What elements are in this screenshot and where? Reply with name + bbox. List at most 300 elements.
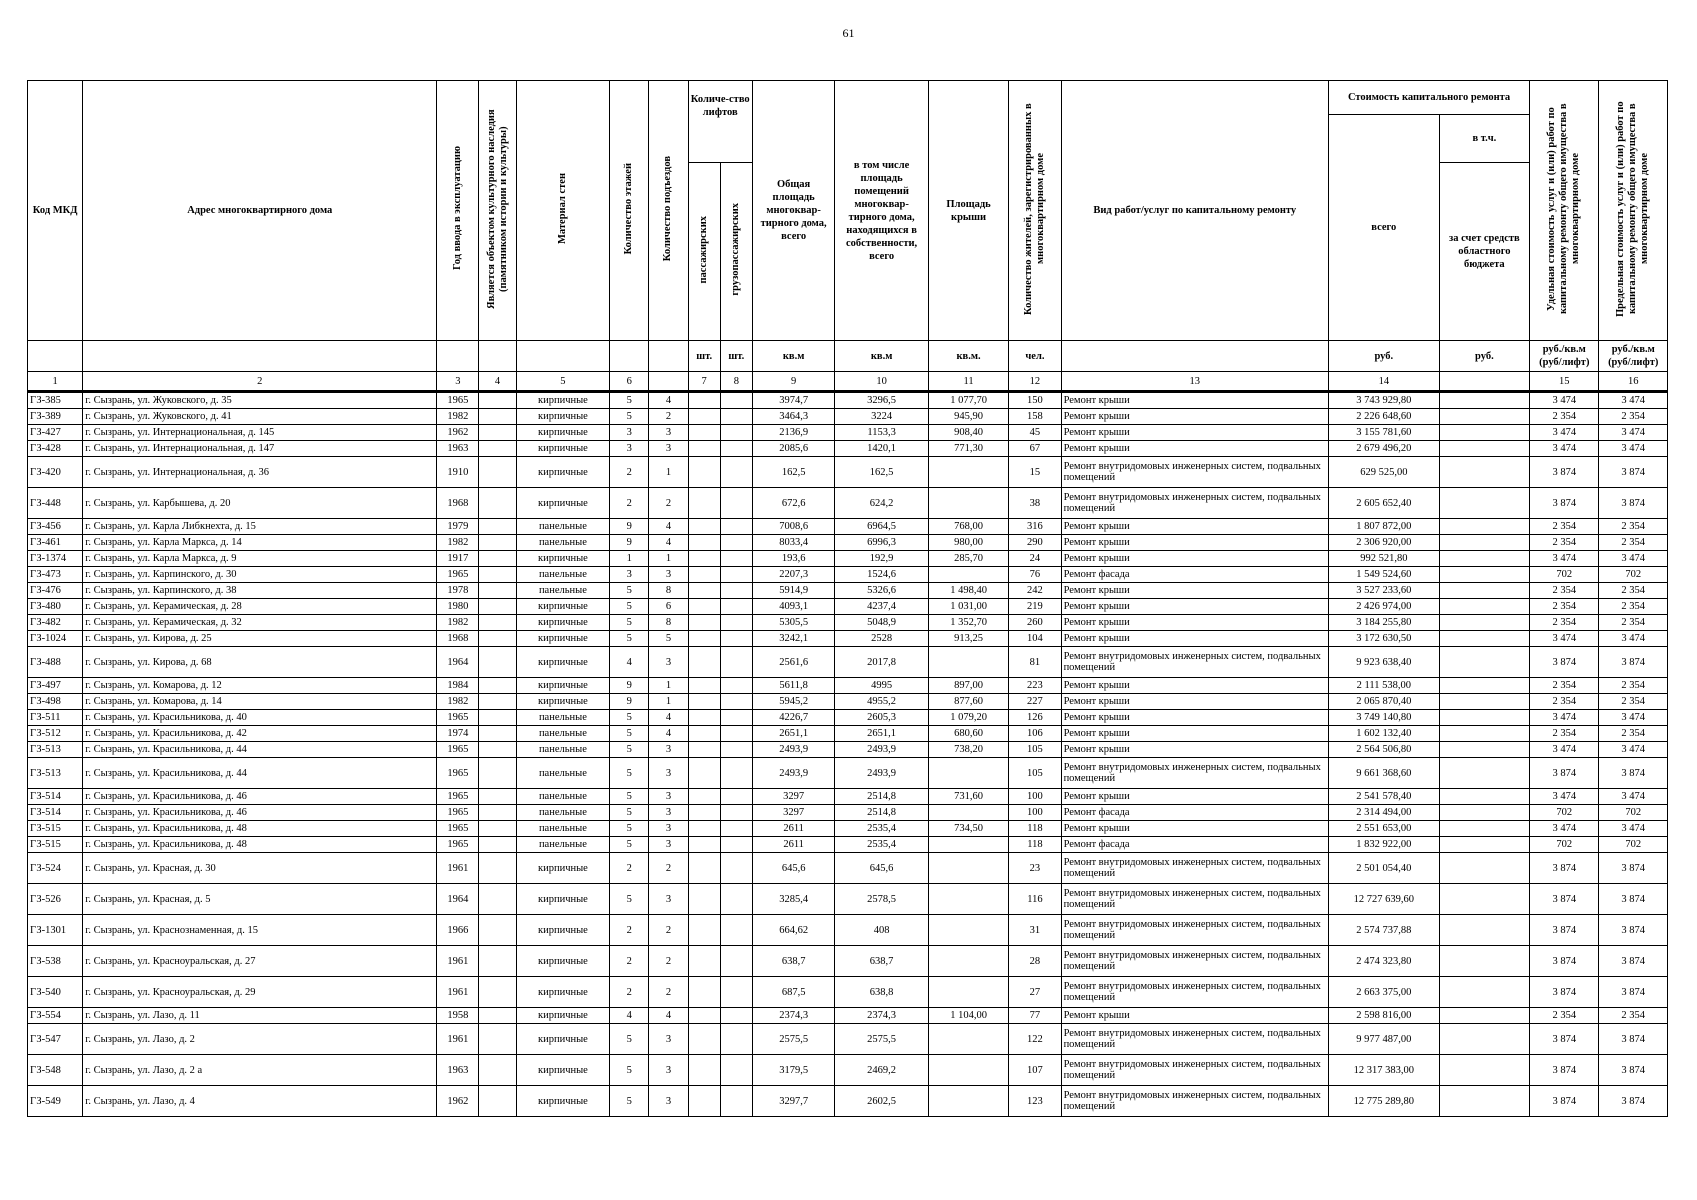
lifts-passenger-cell: [688, 392, 720, 409]
residents-cell: 24: [1009, 551, 1061, 567]
total-area-cell: 3297: [752, 805, 834, 821]
lifts-passenger-cell: [688, 1086, 720, 1117]
total-area-cell: 3285,4: [752, 884, 834, 915]
year-cell: 1982: [437, 615, 479, 631]
entrances-cell: 1: [649, 678, 688, 694]
heritage-cell: [479, 821, 516, 837]
roof-area-cell: 897,00: [928, 678, 1008, 694]
lifts-passenger-cell: [688, 583, 720, 599]
cost-total-cell: 2 564 506,80: [1329, 742, 1440, 758]
code-cell: ГЗ-526: [28, 884, 83, 915]
lifts-cargo-cell: [720, 821, 752, 837]
work-type-cell: Ремонт внутридомовых инженерных систем, подвальных помещений: [1061, 1055, 1328, 1086]
roof-area-cell: [928, 837, 1008, 853]
lifts-passenger-cell: [688, 535, 720, 551]
material-cell: кирпичные: [516, 1024, 610, 1055]
cost-total-cell: 2 111 538,00: [1329, 678, 1440, 694]
lifts-cargo-cell: [720, 884, 752, 915]
year-cell: 1966: [437, 915, 479, 946]
residents-cell: 81: [1009, 647, 1061, 678]
lifts-cargo-cell: [720, 1055, 752, 1086]
entrances-cell: 4: [649, 392, 688, 409]
residents-cell: 31: [1009, 915, 1061, 946]
unit-cost-cell: 3 874: [1530, 915, 1599, 946]
unit-cost-total: руб.: [1329, 341, 1440, 372]
year-cell: 1964: [437, 647, 479, 678]
column-number: 13: [1061, 372, 1328, 392]
entrances-cell: 2: [649, 409, 688, 425]
unit-cost-cell: 2 354: [1530, 519, 1599, 535]
table-row: [28, 1086, 1668, 1117]
address-cell: г. Сызрань, ул. Карла Маркса, д. 14: [83, 535, 437, 551]
code-cell: ГЗ-456: [28, 519, 83, 535]
entrances-cell: 4: [649, 710, 688, 726]
work-type-cell: Ремонт внутридомовых инженерных систем, подвальных помещений: [1061, 457, 1328, 488]
year-cell: 1965: [437, 567, 479, 583]
total-area-cell: 645,6: [752, 853, 834, 884]
year-cell: 1961: [437, 977, 479, 1008]
floors-cell: 2: [610, 457, 649, 488]
column-number: 11: [928, 372, 1008, 392]
lifts-passenger-cell: [688, 789, 720, 805]
lifts-passenger-cell: [688, 694, 720, 710]
max-cost-cell: 3 474: [1599, 742, 1668, 758]
table-row: [28, 583, 1668, 599]
owned-area-cell: 4955,2: [835, 694, 929, 710]
table-row: [28, 710, 1668, 726]
unit-pcs-cargo: шт.: [720, 341, 752, 372]
max-cost-cell: 3 874: [1599, 853, 1668, 884]
work-type-cell: Ремонт внутридомовых инженерных систем, подвальных помещений: [1061, 946, 1328, 977]
cost-regional-cell: [1439, 441, 1530, 457]
residents-cell: 118: [1009, 837, 1061, 853]
cost-total-cell: 9 977 487,00: [1329, 1024, 1440, 1055]
roof-area-cell: 734,50: [928, 821, 1008, 837]
material-cell: кирпичные: [516, 1055, 610, 1086]
header-floors: Количество этажей: [610, 81, 649, 341]
lifts-cargo-cell: [720, 678, 752, 694]
residents-cell: 106: [1009, 726, 1061, 742]
entrances-cell: 2: [649, 488, 688, 519]
total-area-cell: 3464,3: [752, 409, 834, 425]
entrances-cell: 4: [649, 726, 688, 742]
owned-area-cell: 6964,5: [835, 519, 929, 535]
total-area-cell: 2493,9: [752, 742, 834, 758]
entrances-cell: 3: [649, 1086, 688, 1117]
cost-total-cell: 2 574 737,88: [1329, 915, 1440, 946]
roof-area-cell: 980,00: [928, 535, 1008, 551]
floors-cell: 5: [610, 1086, 649, 1117]
unit-cost-cell: 2 354: [1530, 694, 1599, 710]
roof-area-cell: [928, 1086, 1008, 1117]
address-cell: г. Сызрань, ул. Лазо, д. 4: [83, 1086, 437, 1117]
work-type-cell: Ремонт внутридомовых инженерных систем, подвальных помещений: [1061, 758, 1328, 789]
cost-total-cell: 12 317 383,00: [1329, 1055, 1440, 1086]
material-cell: кирпичные: [516, 678, 610, 694]
code-cell: ГЗ-554: [28, 1008, 83, 1024]
heritage-cell: [479, 915, 516, 946]
floors-cell: 5: [610, 884, 649, 915]
floors-cell: 3: [610, 567, 649, 583]
address-cell: г. Сызрань, ул. Керамическая, д. 28: [83, 599, 437, 615]
max-cost-cell: 3 474: [1599, 441, 1668, 457]
work-type-cell: Ремонт крыши: [1061, 583, 1328, 599]
lifts-passenger-cell: [688, 805, 720, 821]
year-cell: 1917: [437, 551, 479, 567]
column-number: [1439, 372, 1530, 392]
address-cell: г. Сызрань, ул. Комарова, д. 14: [83, 694, 437, 710]
max-cost-cell: 3 474: [1599, 392, 1668, 409]
cost-regional-cell: [1439, 615, 1530, 631]
unit-cost-cell: 702: [1530, 837, 1599, 853]
cost-regional-cell: [1439, 710, 1530, 726]
entrances-cell: 3: [649, 647, 688, 678]
cost-regional-cell: [1439, 977, 1530, 1008]
roof-area-cell: [928, 647, 1008, 678]
table-row: [28, 615, 1668, 631]
work-type-cell: Ремонт фасада: [1061, 837, 1328, 853]
table-row: [28, 1024, 1668, 1055]
roof-area-cell: 908,40: [928, 425, 1008, 441]
roof-area-cell: [928, 567, 1008, 583]
code-cell: ГЗ-524: [28, 853, 83, 884]
unit-cost-cell: 3 474: [1530, 425, 1599, 441]
max-cost-cell: 2 354: [1599, 535, 1668, 551]
cost-total-cell: 2 551 653,00: [1329, 821, 1440, 837]
owned-area-cell: 4995: [835, 678, 929, 694]
floors-cell: 9: [610, 694, 649, 710]
floors-cell: 3: [610, 441, 649, 457]
code-cell: ГЗ-448: [28, 488, 83, 519]
total-area-cell: 4093,1: [752, 599, 834, 615]
roof-area-cell: 913,25: [928, 631, 1008, 647]
floors-cell: 1: [610, 551, 649, 567]
work-type-cell: Ремонт внутридомовых инженерных систем, подвальных помещений: [1061, 977, 1328, 1008]
cost-regional-cell: [1439, 583, 1530, 599]
year-cell: 1910: [437, 457, 479, 488]
year-cell: 1961: [437, 1024, 479, 1055]
lifts-passenger-cell: [688, 742, 720, 758]
material-cell: кирпичные: [516, 392, 610, 409]
table-row: [28, 599, 1668, 615]
lifts-cargo-cell: [720, 441, 752, 457]
cost-total-cell: 3 527 233,60: [1329, 583, 1440, 599]
code-cell: ГЗ-497: [28, 678, 83, 694]
residents-cell: 260: [1009, 615, 1061, 631]
material-cell: панельные: [516, 535, 610, 551]
lifts-cargo-cell: [720, 519, 752, 535]
header-total-area: Общая площадь многоквар-тирного дома, всего: [752, 81, 834, 341]
max-cost-cell: 3 474: [1599, 631, 1668, 647]
material-cell: кирпичные: [516, 977, 610, 1008]
residents-cell: 290: [1009, 535, 1061, 551]
unit-pcs-passenger: шт.: [688, 341, 720, 372]
lifts-passenger-cell: [688, 551, 720, 567]
table-body: [28, 392, 1668, 1117]
max-cost-cell: 2 354: [1599, 678, 1668, 694]
cost-total-cell: 12 727 639,60: [1329, 884, 1440, 915]
entrances-cell: 8: [649, 583, 688, 599]
owned-area-cell: 6996,3: [835, 535, 929, 551]
heritage-cell: [479, 726, 516, 742]
max-cost-cell: 3 874: [1599, 884, 1668, 915]
work-type-cell: Ремонт крыши: [1061, 789, 1328, 805]
header-cost-total: всего: [1329, 115, 1440, 341]
code-cell: ГЗ-515: [28, 821, 83, 837]
total-area-cell: 2493,9: [752, 758, 834, 789]
lifts-cargo-cell: [720, 583, 752, 599]
lifts-cargo-cell: [720, 946, 752, 977]
lifts-cargo-cell: [720, 615, 752, 631]
table-row: [28, 551, 1668, 567]
cost-total-cell: 2 426 974,00: [1329, 599, 1440, 615]
column-number: 6: [610, 372, 649, 392]
cost-regional-cell: [1439, 567, 1530, 583]
lifts-cargo-cell: [720, 694, 752, 710]
address-cell: г. Сызрань, ул. Красильникова, д. 44: [83, 742, 437, 758]
total-area-cell: 2611: [752, 821, 834, 837]
cost-regional-cell: [1439, 519, 1530, 535]
unit-cost-cell: 3 474: [1530, 392, 1599, 409]
owned-area-cell: 2528: [835, 631, 929, 647]
material-cell: панельные: [516, 837, 610, 853]
max-cost-cell: 3 474: [1599, 789, 1668, 805]
material-cell: кирпичные: [516, 441, 610, 457]
address-cell: г. Сызрань, ул. Красноуральская, д. 29: [83, 977, 437, 1008]
entrances-cell: 6: [649, 599, 688, 615]
column-number: 7: [688, 372, 720, 392]
residents-cell: 23: [1009, 853, 1061, 884]
heritage-cell: [479, 946, 516, 977]
heritage-cell: [479, 1086, 516, 1117]
roof-area-cell: [928, 977, 1008, 1008]
cost-total-cell: 3 184 255,80: [1329, 615, 1440, 631]
residents-cell: 104: [1009, 631, 1061, 647]
cost-total-cell: 3 155 781,60: [1329, 425, 1440, 441]
total-area-cell: 3242,1: [752, 631, 834, 647]
roof-area-cell: 1 031,00: [928, 599, 1008, 615]
header-work-type: Вид работ/услуг по капитальному ремонту: [1061, 81, 1328, 341]
header-year: Год ввода в эксплуатацию: [437, 81, 479, 341]
lifts-passenger-cell: [688, 678, 720, 694]
lifts-passenger-cell: [688, 726, 720, 742]
floors-cell: 9: [610, 678, 649, 694]
residents-cell: 158: [1009, 409, 1061, 425]
work-type-cell: Ремонт фасада: [1061, 567, 1328, 583]
heritage-cell: [479, 853, 516, 884]
lifts-passenger-cell: [688, 457, 720, 488]
max-cost-cell: 702: [1599, 805, 1668, 821]
table-row: [28, 519, 1668, 535]
residents-cell: 118: [1009, 821, 1061, 837]
floors-cell: 4: [610, 647, 649, 678]
entrances-cell: 3: [649, 425, 688, 441]
heritage-cell: [479, 710, 516, 726]
max-cost-cell: 3 474: [1599, 821, 1668, 837]
unit-cost-cell: 2 354: [1530, 599, 1599, 615]
floors-cell: 5: [610, 599, 649, 615]
cost-regional-cell: [1439, 1055, 1530, 1086]
code-cell: ГЗ-476: [28, 583, 83, 599]
lifts-passenger-cell: [688, 615, 720, 631]
column-number: 10: [835, 372, 929, 392]
roof-area-cell: 1 352,70: [928, 615, 1008, 631]
lifts-cargo-cell: [720, 488, 752, 519]
address-cell: г. Сызрань, ул. Комарова, д. 12: [83, 678, 437, 694]
residents-cell: 105: [1009, 758, 1061, 789]
floors-cell: 2: [610, 977, 649, 1008]
address-cell: г. Сызрань, ул. Красильникова, д. 48: [83, 837, 437, 853]
address-cell: г. Сызрань, ул. Красильникова, д. 42: [83, 726, 437, 742]
year-cell: 1962: [437, 1086, 479, 1117]
material-cell: панельные: [516, 567, 610, 583]
code-cell: ГЗ-1024: [28, 631, 83, 647]
max-cost-cell: 2 354: [1599, 615, 1668, 631]
table-row: [28, 742, 1668, 758]
year-cell: 1965: [437, 710, 479, 726]
max-cost-cell: 3 874: [1599, 758, 1668, 789]
code-cell: ГЗ-428: [28, 441, 83, 457]
unit-cost-cell: 3 474: [1530, 821, 1599, 837]
lifts-passenger-cell: [688, 837, 720, 853]
address-cell: г. Сызрань, ул. Красная, д. 30: [83, 853, 437, 884]
owned-area-cell: 2493,9: [835, 758, 929, 789]
lifts-passenger-cell: [688, 821, 720, 837]
lifts-passenger-cell: [688, 853, 720, 884]
column-number-row: [28, 372, 1668, 392]
total-area-cell: 2575,5: [752, 1024, 834, 1055]
residents-cell: 242: [1009, 583, 1061, 599]
lifts-cargo-cell: [720, 853, 752, 884]
cost-regional-cell: [1439, 884, 1530, 915]
column-number: 2: [83, 372, 437, 392]
owned-area-cell: 2514,8: [835, 789, 929, 805]
cost-total-cell: 992 521,80: [1329, 551, 1440, 567]
cost-regional-cell: [1439, 488, 1530, 519]
max-cost-cell: 3 874: [1599, 1086, 1668, 1117]
table-row: [28, 1055, 1668, 1086]
residents-cell: 100: [1009, 805, 1061, 821]
cost-regional-cell: [1439, 425, 1530, 441]
floors-cell: 5: [610, 583, 649, 599]
lifts-cargo-cell: [720, 758, 752, 789]
roof-area-cell: [928, 884, 1008, 915]
table-row: [28, 821, 1668, 837]
max-cost-cell: 2 354: [1599, 519, 1668, 535]
entrances-cell: 4: [649, 519, 688, 535]
heritage-cell: [479, 519, 516, 535]
header-roof-area: Площадь крыши: [928, 81, 1008, 341]
roof-area-cell: 945,90: [928, 409, 1008, 425]
header-address: Адрес многоквартирного дома: [83, 81, 437, 341]
year-cell: 1965: [437, 837, 479, 853]
max-cost-cell: 2 354: [1599, 409, 1668, 425]
table-row: [28, 853, 1668, 884]
cost-total-cell: 2 314 494,00: [1329, 805, 1440, 821]
residents-cell: 150: [1009, 392, 1061, 409]
cost-total-cell: 3 172 630,50: [1329, 631, 1440, 647]
max-cost-cell: 3 474: [1599, 710, 1668, 726]
table-row: [28, 647, 1668, 678]
roof-area-cell: 680,60: [928, 726, 1008, 742]
unit-roof-area: кв.м.: [928, 341, 1008, 372]
address-cell: г. Сызрань, ул. Интернациональная, д. 147: [83, 441, 437, 457]
entrances-cell: 1: [649, 551, 688, 567]
address-cell: г. Сызрань, ул. Лазо, д. 2: [83, 1024, 437, 1055]
address-cell: г. Сызрань, ул. Лазо, д. 11: [83, 1008, 437, 1024]
cost-total-cell: 2 501 054,40: [1329, 853, 1440, 884]
heritage-cell: [479, 1008, 516, 1024]
column-number: 12: [1009, 372, 1061, 392]
lifts-cargo-cell: [720, 457, 752, 488]
cost-total-cell: 1 549 524,60: [1329, 567, 1440, 583]
heritage-cell: [479, 392, 516, 409]
lifts-passenger-cell: [688, 647, 720, 678]
year-cell: 1965: [437, 758, 479, 789]
entrances-cell: 1: [649, 457, 688, 488]
heritage-cell: [479, 599, 516, 615]
total-area-cell: 193,6: [752, 551, 834, 567]
header-max-cost: Предельная стоимость услуг и (или) работ по капитальному ремонту общего имущества в многоквартирном доме: [1599, 81, 1668, 341]
lifts-passenger-cell: [688, 425, 720, 441]
unit-cost-cell: 702: [1530, 567, 1599, 583]
column-number: 8: [720, 372, 752, 392]
max-cost-cell: 2 354: [1599, 583, 1668, 599]
year-cell: 1958: [437, 1008, 479, 1024]
address-cell: г. Сызрань, ул. Красильникова, д. 46: [83, 789, 437, 805]
owned-area-cell: 3296,5: [835, 392, 929, 409]
residents-cell: 15: [1009, 457, 1061, 488]
unit-cost-cell: 3 874: [1530, 853, 1599, 884]
column-number: 14: [1329, 372, 1440, 392]
floors-cell: 5: [610, 631, 649, 647]
unit-total-area: кв.м: [752, 341, 834, 372]
residents-cell: 126: [1009, 710, 1061, 726]
address-cell: г. Сызрань, ул. Красильникова, д. 40: [83, 710, 437, 726]
work-type-cell: Ремонт крыши: [1061, 519, 1328, 535]
work-type-cell: Ремонт крыши: [1061, 726, 1328, 742]
cost-total-cell: 12 775 289,80: [1329, 1086, 1440, 1117]
cost-total-cell: 1 832 922,00: [1329, 837, 1440, 853]
owned-area-cell: 2602,5: [835, 1086, 929, 1117]
roof-area-cell: [928, 946, 1008, 977]
total-area-cell: 2085,6: [752, 441, 834, 457]
heritage-cell: [479, 1055, 516, 1086]
cost-regional-cell: [1439, 631, 1530, 647]
total-area-cell: 687,5: [752, 977, 834, 1008]
year-cell: 1961: [437, 853, 479, 884]
cost-total-cell: 9 923 638,40: [1329, 647, 1440, 678]
code-cell: ГЗ-420: [28, 457, 83, 488]
code-cell: ГЗ-482: [28, 615, 83, 631]
unit-cost-cell: 3 874: [1530, 457, 1599, 488]
cost-regional-cell: [1439, 457, 1530, 488]
lifts-passenger-cell: [688, 884, 720, 915]
page-number: 61: [842, 26, 855, 40]
roof-area-cell: [928, 488, 1008, 519]
cost-regional-cell: [1439, 805, 1530, 821]
total-area-cell: 5611,8: [752, 678, 834, 694]
year-cell: 1965: [437, 789, 479, 805]
lifts-passenger-cell: [688, 946, 720, 977]
table-row: [28, 567, 1668, 583]
material-cell: кирпичные: [516, 1086, 610, 1117]
address-cell: г. Сызрань, ул. Карпинского, д. 38: [83, 583, 437, 599]
max-cost-cell: 3 874: [1599, 1024, 1668, 1055]
material-cell: панельные: [516, 742, 610, 758]
column-number: 3: [437, 372, 479, 392]
unit-cost-cell: 2 354: [1530, 409, 1599, 425]
